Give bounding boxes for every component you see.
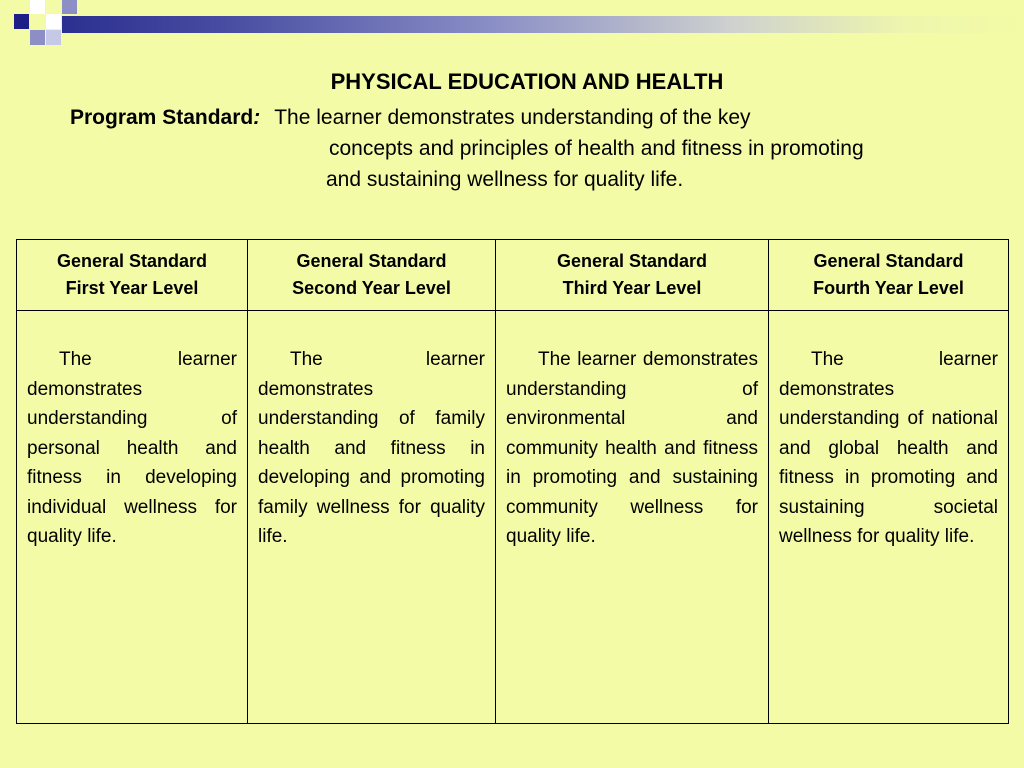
header-first-year bbox=[17, 240, 248, 311]
decorative-square bbox=[46, 30, 61, 45]
cell-third-year bbox=[496, 311, 769, 724]
header-line2: Third Year Level bbox=[562, 278, 702, 298]
program-standard-text-line1: The learner demonstrates understanding of the key bbox=[274, 106, 751, 129]
header-fourth-year bbox=[769, 240, 1009, 311]
header-line2: Fourth Year Level bbox=[813, 278, 964, 298]
decorative-square bbox=[46, 14, 61, 29]
decorative-square bbox=[14, 14, 29, 29]
header-line2: Second Year Level bbox=[292, 278, 451, 298]
cell-text: The learner demonstrates understanding of national and global health and fitness in promoting and sustaining societal wellness for quality life. bbox=[779, 349, 998, 547]
program-standard-continuation bbox=[326, 133, 1006, 195]
program-standard-text-line3: and sustaining wellness for quality life. bbox=[326, 168, 684, 191]
decorative-square bbox=[30, 0, 45, 14]
cell-second-year bbox=[248, 311, 496, 724]
header-line1: General Standard bbox=[56, 251, 208, 271]
standards-table bbox=[16, 239, 1009, 724]
header-third-year bbox=[496, 240, 769, 311]
table-header-row bbox=[17, 240, 1009, 311]
cell-text: The learner demonstrates understanding of family health and fitness in developing and promoting family wellness for quality life. bbox=[258, 349, 485, 547]
program-standard-label: Program Standard bbox=[70, 106, 254, 129]
program-standard-first-line bbox=[70, 102, 751, 133]
decorative-square bbox=[62, 0, 77, 14]
header-line1: General Standard bbox=[296, 251, 447, 271]
cell-first-year bbox=[17, 311, 248, 724]
header-second-year bbox=[248, 240, 496, 311]
cell-text: The learner demonstrates understanding of environmental and community health and fitness in promoting and sustaining community wellness for quality life. bbox=[506, 349, 758, 547]
header-line2: First Year Level bbox=[65, 278, 199, 298]
header-line1: General Standard bbox=[813, 251, 964, 271]
program-standard-colon: : bbox=[253, 106, 261, 129]
cell-text: The learner demonstrates understanding of personal health and fitness in developing individual wellness for quality life. bbox=[27, 349, 237, 547]
decorative-square bbox=[30, 30, 45, 45]
page-title: PHYSICAL EDUCATION AND HEALTH bbox=[330, 69, 724, 94]
decorative-header-band bbox=[0, 0, 1024, 48]
table-row bbox=[17, 311, 1009, 724]
header-gradient-bar bbox=[62, 16, 1024, 33]
cell-fourth-year bbox=[769, 311, 1009, 724]
header-line1: General Standard bbox=[556, 251, 708, 271]
program-standard-text-line2: concepts and principles of health and fitness in promoting bbox=[329, 137, 864, 160]
